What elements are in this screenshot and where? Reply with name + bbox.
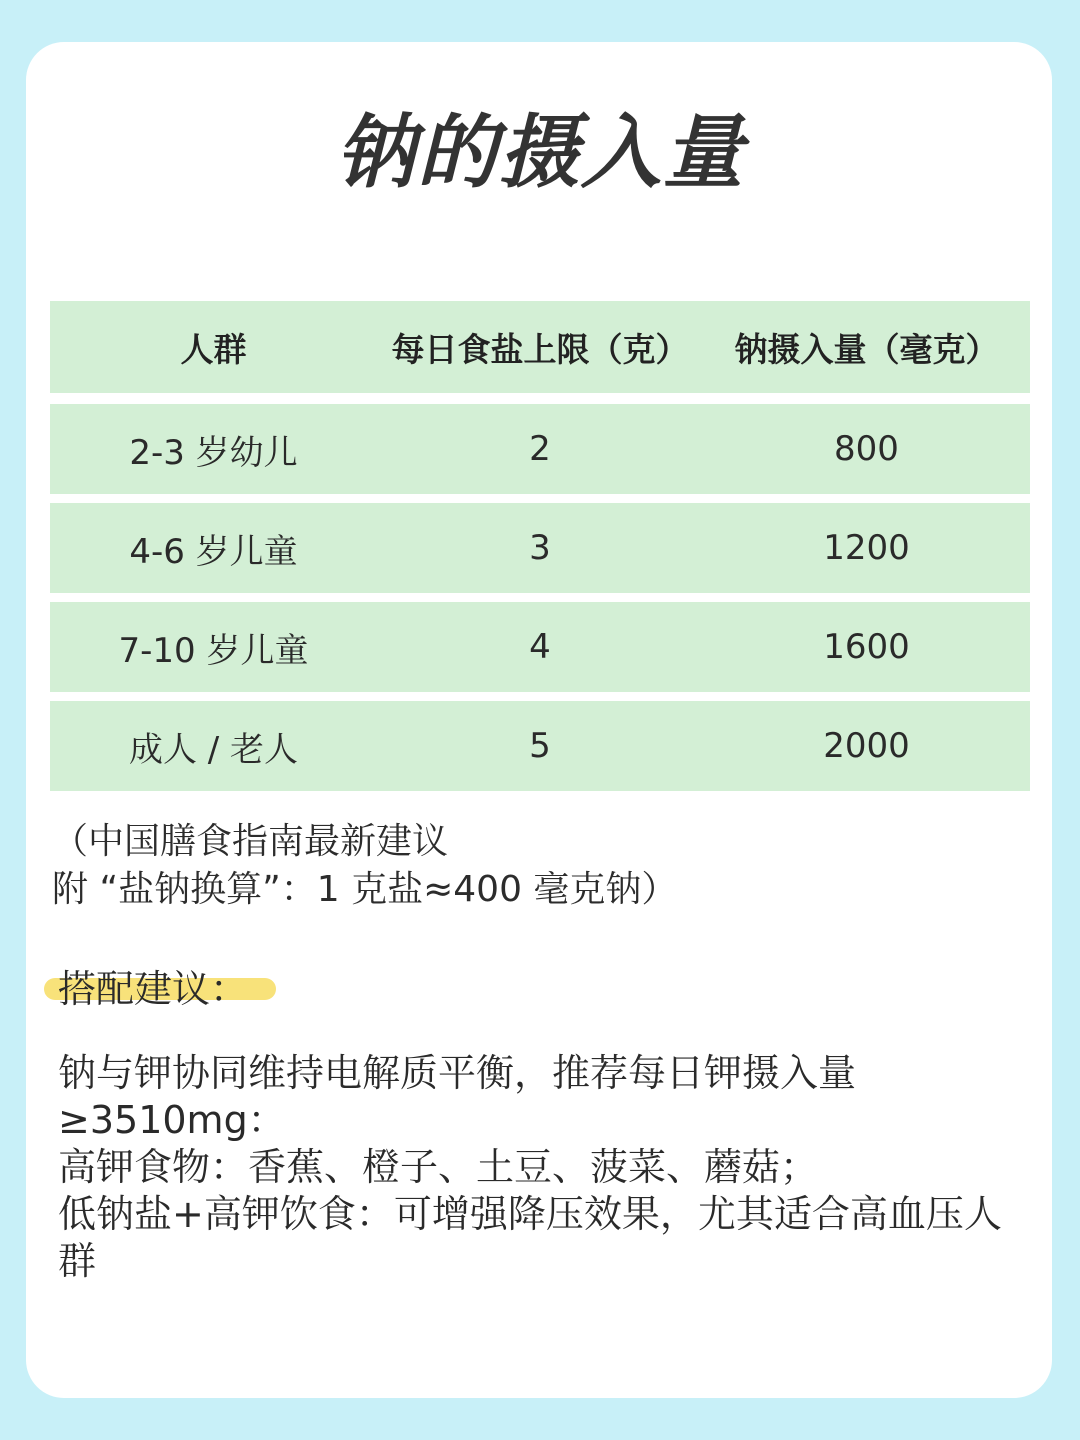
cell-group: 成人 / 老人 <box>128 729 299 770</box>
cell-sodium-intake: 1200 <box>823 528 910 568</box>
advice-line: ≥3510mg： <box>58 1098 286 1142</box>
table-row <box>50 701 1030 791</box>
cell-sodium-intake: 800 <box>834 429 899 469</box>
source-note <box>52 818 952 914</box>
table-row <box>50 602 1030 692</box>
header-cell-sodium-intake: 钠摄入量（毫克） <box>734 329 999 369</box>
page-title: 钠的摄入量 <box>335 106 745 199</box>
cell-sodium-intake: 1600 <box>823 627 910 667</box>
header-cell-group: 人群 <box>180 329 247 369</box>
cell-salt-limit: 4 <box>529 627 551 667</box>
advice-line: 高钾食物：香蕉、橙子、土豆、菠菜、蘑菇； <box>58 1145 819 1189</box>
cell-salt-limit: 2 <box>529 429 551 469</box>
conversion-note-line: 附 “盐钠换算”：1 克盐≈400 毫克钠） <box>52 869 678 910</box>
table-row <box>50 503 1030 593</box>
advice-line: 群 <box>58 1239 97 1283</box>
source-note-line: （中国膳食指南最新建议 <box>52 821 449 862</box>
cell-group: 7-10 岁儿童 <box>118 630 309 671</box>
cell-sodium-intake: 2000 <box>823 726 910 766</box>
cell-salt-limit: 5 <box>529 726 551 766</box>
table-header-row <box>50 301 1030 393</box>
advice-line: 钠与钾协同维持电解质平衡，推荐每日钾摄入量 <box>58 1051 857 1095</box>
advice-line: 低钠盐+高钾饮食：可增强降压效果，尤其适合高血压人 <box>58 1192 1002 1236</box>
cell-salt-limit: 3 <box>529 528 551 568</box>
cell-group: 2-3 岁幼儿 <box>129 432 298 473</box>
header-cell-salt-limit: 每日食盐上限（克） <box>391 329 689 369</box>
table-row <box>50 404 1030 494</box>
advice-text <box>58 1050 1038 1285</box>
cell-group: 4-6 岁儿童 <box>129 531 298 572</box>
advice-section-label: 搭配建议： <box>58 967 249 1011</box>
